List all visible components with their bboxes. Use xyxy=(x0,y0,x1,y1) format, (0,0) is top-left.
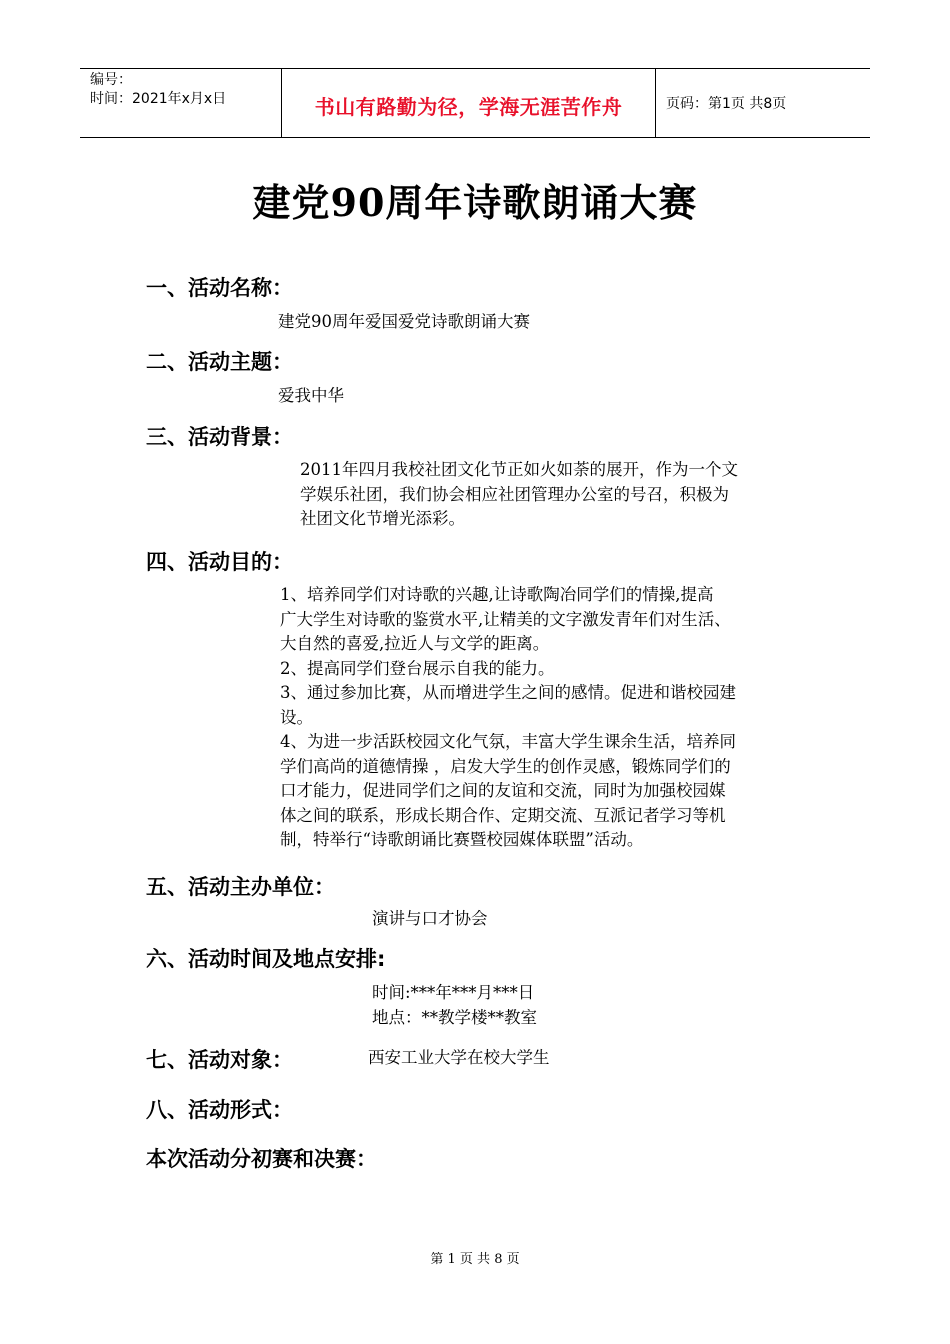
paragraph-line: 设。 xyxy=(280,707,313,727)
section-heading-purpose: 四、活动目的： xyxy=(146,550,293,574)
section-heading-name: 一、活动名称： xyxy=(146,276,293,300)
number-label: 编号： xyxy=(90,72,132,88)
paragraph-line: 大自然的喜爱,拉近人与文学的距离。 xyxy=(280,634,550,653)
section-heading-organizer: 五、活动主办单位： xyxy=(146,875,335,899)
background-paragraph xyxy=(300,458,807,532)
schedule-time: 时间:***年***月***日 xyxy=(372,983,535,1002)
paragraph-line: 2、提高同学们登台展示自我的能力。 xyxy=(280,658,555,678)
purpose-paragraph xyxy=(280,583,807,853)
header-motto-cell xyxy=(281,69,656,137)
paragraph-line: 4、为进一步活跃校园文化气氛，丰富大学生课余生活，培养同 xyxy=(280,732,736,751)
document-title: 建党90周年诗歌朗诵大赛 xyxy=(252,180,698,225)
paragraph-line: 3、通过参加比赛，从而增进学生之间的感情。促进和谐校园建 xyxy=(280,683,736,702)
paragraph-line: 广大学生对诗歌的鉴赏水平,让精美的文字激发青年们对生活、 xyxy=(280,609,731,629)
organizer-text: 演讲与口才协会 xyxy=(372,909,488,928)
header-meta xyxy=(80,69,281,137)
activity-theme-text: 爱我中华 xyxy=(278,386,344,405)
motto: 书山有路勤为径，学海无涯苦作舟 xyxy=(314,95,623,119)
date-line: 时间：2021年x月x日 xyxy=(90,91,227,107)
section-heading-background: 三、活动背景： xyxy=(146,425,293,449)
paragraph-line: 体之间的联系，形成长期合作、定期交流、互派记者学习等机 xyxy=(280,805,726,825)
paragraph-line: 社团文化节增光添彩。 xyxy=(300,509,465,528)
section-heading-theme: 二、活动主题： xyxy=(146,350,293,374)
section-heading-schedule: 六、活动时间及地点安排: xyxy=(146,947,386,971)
paragraph-line: 口才能力，促进同学们之间的友谊和交流，同时为加强校园媒 xyxy=(280,781,726,800)
page-footer: 第 1 页 共 8 页 xyxy=(430,1252,520,1267)
section-heading-rounds: 本次活动分初赛和决赛： xyxy=(146,1147,377,1171)
paragraph-line: 学们高尚的道德情操 ，启发大学生的创作灵感，锻炼同学们的 xyxy=(280,756,731,776)
section-heading-format: 八、活动形式： xyxy=(146,1098,293,1122)
page-header xyxy=(80,68,870,138)
schedule-place: 地点：**教学楼**教室 xyxy=(372,1008,537,1027)
section-heading-audience: 七、活动对象： xyxy=(146,1048,293,1072)
paragraph-line: 制，特举行“诗歌朗诵比赛暨校园媒体联盟”活动。 xyxy=(280,830,644,849)
activity-name-text: 建党90周年爱国爱党诗歌朗诵大赛 xyxy=(278,312,530,331)
paragraph-line: 2011年四月我校社团文化节正如火如荼的展开，作为一个文 xyxy=(300,460,738,479)
page-label: 页码：第1页 共8页 xyxy=(666,96,787,112)
paragraph-line: 学娱乐社团，我们协会相应社团管理办公室的号召，积极为 xyxy=(300,484,729,504)
paragraph-line: 1、培养同学们对诗歌的兴趣,让诗歌陶冶同学们的情操,提高 xyxy=(280,585,714,604)
audience-text: 西安工业大学在校大学生 xyxy=(368,1048,550,1067)
